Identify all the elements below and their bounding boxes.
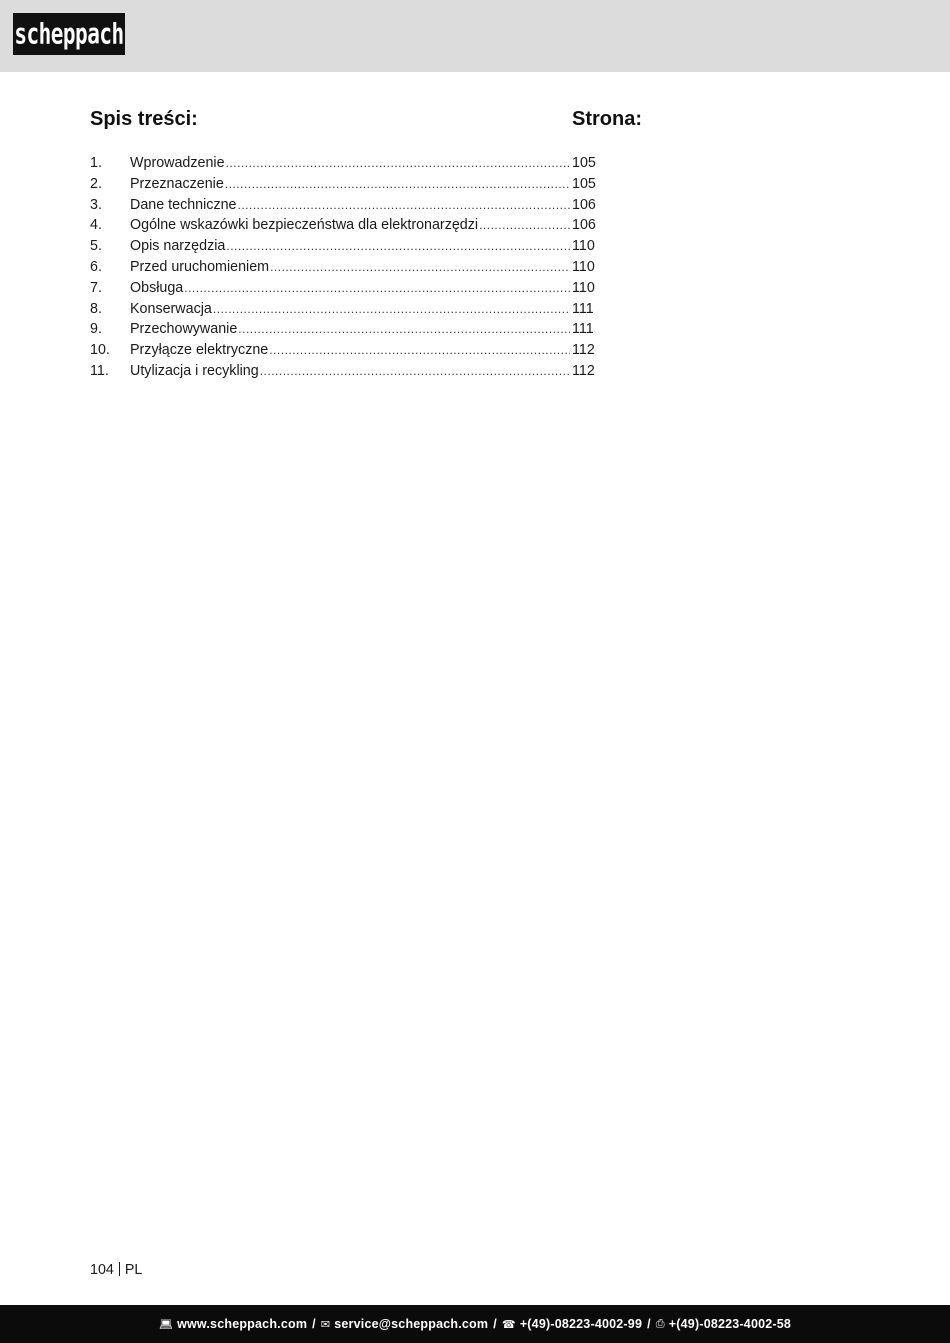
toc-entry-page: 112 <box>572 342 595 359</box>
toc-entry-number: 7. <box>90 279 102 296</box>
toc-leader-dots <box>226 239 570 253</box>
toc-entry-label: Przed uruchomieniem <box>130 258 270 275</box>
language-code: PL <box>124 1262 143 1278</box>
toc-entry-label: Opis narzędzia <box>130 238 226 255</box>
logo-text: scheppach <box>14 17 124 51</box>
toc-entry-label: Konserwacja <box>130 300 212 317</box>
toc-entry-label: Przechowywanie <box>130 321 238 338</box>
toc-leader-dots <box>270 260 570 274</box>
toc-entry-label: Obsługa <box>130 279 184 296</box>
toc-entry[interactable] <box>90 280 620 301</box>
footer-website[interactable]: www.scheppach.com <box>177 1317 308 1331</box>
toc-leader-dots <box>260 364 570 378</box>
mail-icon: ✉ <box>320 1317 331 1331</box>
toc-title: Spis treści: <box>90 108 198 130</box>
phone-icon: ☎ <box>501 1317 516 1331</box>
toc-entry[interactable] <box>90 197 620 218</box>
toc-leader-dots <box>213 302 570 316</box>
header-band <box>0 0 950 72</box>
toc-entry-page: 106 <box>572 217 596 234</box>
toc-leader-dots <box>225 177 570 191</box>
toc-entry-number: 3. <box>90 196 102 213</box>
toc-entry-label: Dane techniczne <box>130 196 237 213</box>
toc-entry[interactable] <box>90 155 620 176</box>
toc-entry-label: Utylizacja i recykling <box>130 362 259 379</box>
footer-separator: / <box>312 1317 316 1331</box>
toc-entry-page: 111 <box>572 321 594 338</box>
toc-page-heading: Strona: <box>572 108 642 130</box>
footer-email[interactable]: service@scheppach.com <box>334 1317 489 1331</box>
toc-leader-dots <box>226 156 570 170</box>
page-number-footer <box>90 1262 142 1278</box>
toc-entry-number: 5. <box>90 238 102 255</box>
toc-entry-page: 112 <box>572 362 595 379</box>
toc-entry-label: Przeznaczenie <box>130 175 224 192</box>
footer-separator: / <box>493 1317 497 1331</box>
toc-entry-page: 106 <box>572 196 596 213</box>
toc-entry-number: 9. <box>90 321 102 338</box>
toc-entry-number: 2. <box>90 175 102 192</box>
toc-entry[interactable] <box>90 301 620 322</box>
toc-leader-dots <box>479 218 570 232</box>
computer-icon: 💻︎ <box>158 1317 174 1331</box>
toc-entry-page: 110 <box>572 238 595 255</box>
contact-footer <box>0 1305 950 1343</box>
toc-entry-label: Wprowadzenie <box>130 155 225 171</box>
toc-entry-page: 110 <box>572 279 595 296</box>
page-separator <box>119 1262 120 1276</box>
toc-leader-dots <box>238 198 570 212</box>
toc-entry-number: 6. <box>90 258 102 275</box>
toc-entry-number: 11. <box>90 362 109 379</box>
toc-entry-page: 105 <box>572 175 596 192</box>
footer-separator: / <box>647 1317 651 1331</box>
toc-entry[interactable] <box>90 342 620 363</box>
toc-leader-dots <box>269 343 570 357</box>
toc-entry[interactable] <box>90 259 620 280</box>
toc-entry-number: 4. <box>90 217 102 234</box>
footer-fax: +(49)-08223-4002-58 <box>668 1317 792 1331</box>
toc-entry-page: 110 <box>572 258 595 275</box>
toc-entry-page: 105 <box>572 155 596 171</box>
toc-leader-dots <box>184 281 570 295</box>
toc-entry-number: 8. <box>90 300 102 317</box>
toc-leader-dots <box>238 322 570 336</box>
toc-entry-number: 1. <box>90 155 102 171</box>
toc-entry-label: Przyłącze elektryczne <box>130 342 269 359</box>
toc-entry[interactable] <box>90 363 620 384</box>
toc-list <box>90 155 620 384</box>
toc-entry-label: Ogólne wskazówki bezpieczeństwa dla elektronarzędzi <box>130 217 479 234</box>
toc-entry[interactable] <box>90 238 620 259</box>
fax-icon: ⎙ <box>655 1317 665 1330</box>
footer-phone: +(49)-08223-4002-99 <box>519 1317 643 1331</box>
toc-entry-page: 111 <box>572 300 594 317</box>
toc-entry[interactable] <box>90 176 620 197</box>
page-number: 104 <box>90 1262 114 1278</box>
toc-entry[interactable] <box>90 321 620 342</box>
toc-entry-number: 10. <box>90 342 110 359</box>
scheppach-logo <box>13 13 125 55</box>
toc-entry[interactable] <box>90 217 620 238</box>
